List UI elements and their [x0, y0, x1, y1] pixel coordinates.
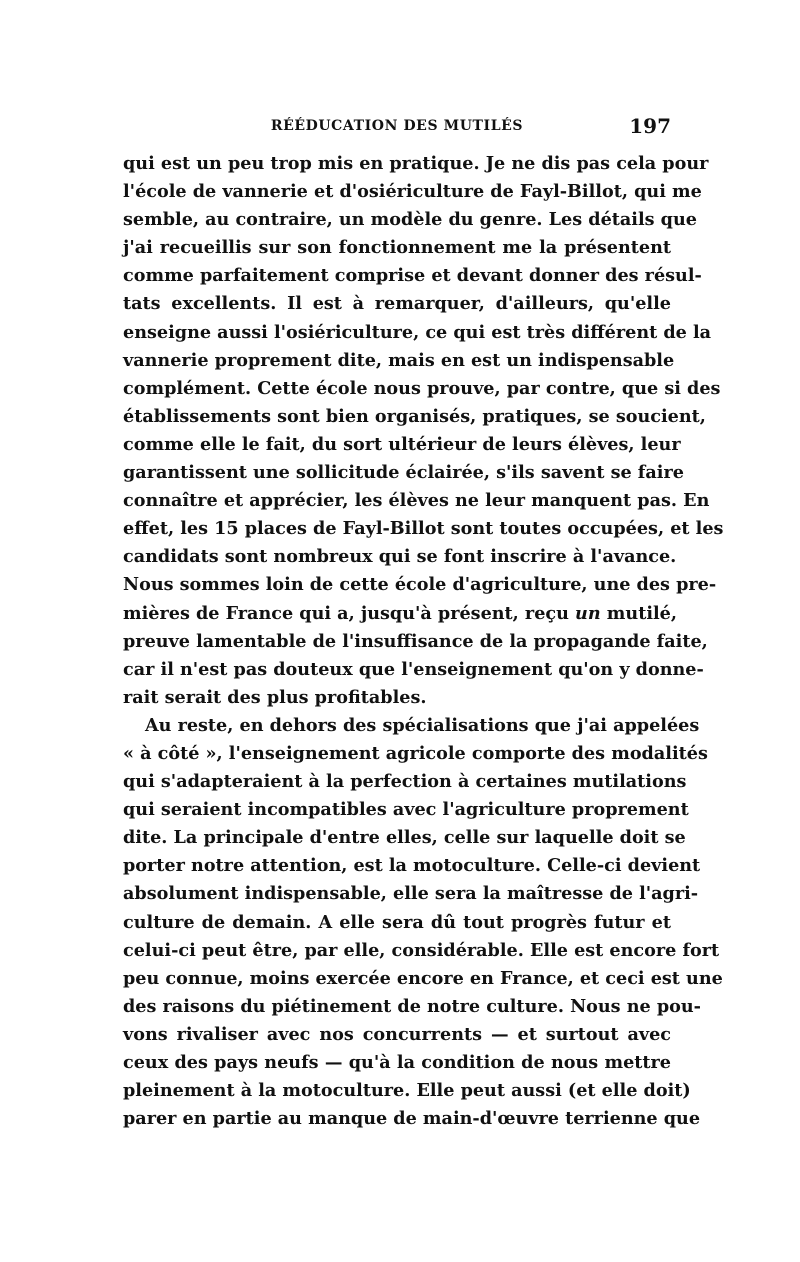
text-line: comme elle le fait, du sort ultérieur de leurs élèves, leur [123, 433, 681, 455]
text-line: candidats sont nombreux qui se font inscrire à l'avance. [123, 546, 677, 568]
text-line: celui-ci peut être, par elle, considérable. Elle est encore fort [123, 939, 720, 961]
text-line: établissements sont bien organisés, pratiques, se soucient, [123, 405, 706, 427]
line-head: mières de France qui a, jusqu'à présent, reçu [123, 602, 569, 624]
text-line: parer en partie au manque de main-d'œuvre terrienne que [123, 1108, 701, 1130]
text-line: enseigne aussi l'osiériculture, ce qui est très différent de la [123, 321, 712, 343]
text-line: l'école de vannerie et d'osiériculture de Fayl-Billot, qui me [123, 181, 702, 203]
text-line: comme parfaitement comprise et devant donner des résul- [123, 265, 702, 287]
text-line: preuve lamentable de l'insuffisance de la propagande faite, [123, 630, 708, 652]
text-line: j'ai recueillis sur son fonctionnement me la présentent [123, 237, 671, 259]
text-line: vons rivaliser avec nos concurrents — et surtout avec [123, 1023, 671, 1045]
text-line: culture de demain. A elle sera dû tout progrès futur et [123, 911, 671, 933]
text-line: rait serait des plus profitables. [123, 686, 427, 708]
running-title: RÉÉDUCATION DES MUTILÉS [270, 118, 524, 134]
body-text [123, 150, 724, 1133]
text-line: peu connue, moins exercée encore en France, et ceci est une [123, 967, 723, 989]
text-line: complément. Cette école nous prouve, par contre, que si des [123, 377, 721, 399]
running-head [123, 116, 671, 140]
text-line: qui est un peu trop mis en pratique. Je ne dis pas cela pour [123, 153, 709, 174]
text-line: effet, les 15 places de Fayl-Billot sont toutes occupées, et les [123, 518, 724, 540]
text-line: des raisons du piétinement de notre culture. Nous ne pou- [123, 995, 701, 1017]
text-line: qui seraient incompatibles avec l'agriculture proprement [123, 799, 689, 821]
text-line: porter notre attention, est la motoculture. Celle-ci devient [123, 855, 701, 877]
text-line: vannerie proprement dite, mais en est un indispensable [123, 349, 675, 371]
text-line: tats excellents. Il est à remarquer, d'ailleurs, qu'elle [123, 293, 671, 315]
text-line: Nous sommes loin de cette école d'agriculture, une des pre- [123, 574, 717, 596]
text-line: connaître et apprécier, les élèves ne leur manquent pas. En [123, 490, 710, 512]
text-line: qui s'adapteraient à la perfection à certaines mutilations [123, 771, 687, 793]
text-line: garantissent une sollicitude éclairée, s'ils savent se faire [123, 462, 684, 484]
text-line: semble, au contraire, un modèle du genre. Les détails que [123, 209, 697, 231]
text-line-with-italic [123, 600, 678, 628]
italic-word: un [575, 602, 601, 624]
text-line: car il n'est pas douteux que l'enseignement qu'on y donne- [123, 658, 704, 680]
text-line: absolument indispensable, elle sera la maîtresse de l'agri- [123, 883, 699, 905]
line-tail: mutilé, [606, 602, 678, 624]
text-line: pleinement à la motoculture. Elle peut aussi (et elle doit) [123, 1080, 691, 1102]
paragraph-start-line: Au reste, en dehors des spécialisations que j'ai appelées [145, 714, 700, 736]
text-line: dite. La principale d'entre elles, celle sur laquelle doit se [123, 827, 686, 849]
text-line: ceux des pays neufs — qu'à la condition de nous mettre [123, 1052, 671, 1073]
text-line: « à côté », l'enseignement agricole comporte des modalités [123, 742, 708, 764]
page-number: 197 [629, 114, 671, 138]
